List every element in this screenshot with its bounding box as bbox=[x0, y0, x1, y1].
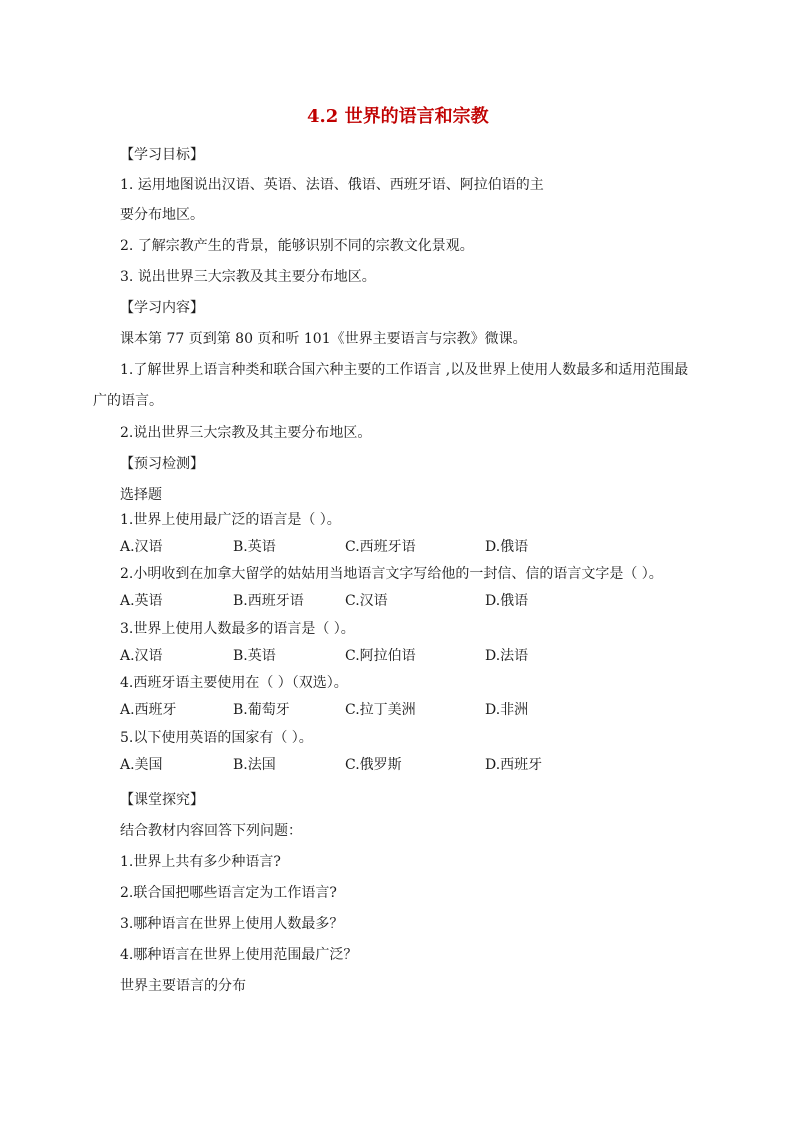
question-3: 3.世界上使用人数最多的语言是（ ）。 bbox=[120, 621, 355, 637]
question-1: 1.世界上使用最广泛的语言是（ ）。 bbox=[120, 512, 341, 528]
question-5-option-a: A.美国 bbox=[120, 757, 163, 773]
objective-1-line2: 要分布地区。 bbox=[120, 207, 204, 223]
question-4-option-c: C.拉丁美洲 bbox=[345, 702, 416, 718]
question-2-option-d: D.俄语 bbox=[485, 593, 529, 609]
question-2: 2.小明收到在加拿大留学的姑姑用当地语言文字写给他的一封信、信的语言文字是（ ）。 bbox=[120, 566, 663, 582]
question-2-option-c: C.汉语 bbox=[345, 593, 388, 609]
question-4-option-b: B.葡萄牙 bbox=[233, 702, 290, 718]
question-3-option-c: C.阿拉伯语 bbox=[345, 648, 416, 664]
question-5: 5.以下使用英语的国家有（ ）。 bbox=[120, 730, 313, 746]
explore-footer: 世界主要语言的分布 bbox=[120, 978, 246, 994]
content-item-1-line2: 广的语言。 bbox=[93, 393, 163, 409]
explore-question-1: 1.世界上共有多少种语言? bbox=[120, 854, 281, 870]
question-3-option-d: D.法语 bbox=[485, 648, 529, 664]
question-3-option-a: A.汉语 bbox=[120, 648, 163, 664]
question-2-option-b: B.西班牙语 bbox=[233, 593, 304, 609]
explore-heading: 【课堂探究】 bbox=[120, 792, 204, 808]
explore-question-2: 2.联合国把哪些语言定为工作语言? bbox=[120, 885, 337, 901]
explore-question-4: 4.哪种语言在世界上使用范围最广泛？ bbox=[120, 947, 358, 963]
preview-subheading: 选择题 bbox=[120, 487, 162, 503]
question-5-option-c: C.俄罗斯 bbox=[345, 757, 402, 773]
content-item-2: 2.说出世界三大宗教及其主要分布地区。 bbox=[120, 425, 372, 441]
content-intro: 课本第 77 页到第 80 页和听 101《世界主要语言与宗教》微课。 bbox=[120, 331, 527, 347]
question-4: 4.西班牙语主要使用在（ ）（双选）。 bbox=[120, 675, 348, 691]
content-heading: 【学习内容】 bbox=[120, 300, 204, 316]
question-1-option-c: C.西班牙语 bbox=[345, 539, 416, 555]
question-1-option-a: A.汉语 bbox=[120, 539, 163, 555]
explore-question-3: 3.哪种语言在世界上使用人数最多？ bbox=[120, 916, 344, 932]
objectives-heading: 【学习目标】 bbox=[120, 147, 204, 163]
question-5-option-d: D.西班牙 bbox=[485, 757, 543, 773]
question-5-option-b: B.法国 bbox=[233, 757, 276, 773]
content-item-1-line1: 1.了解世界上语言种类和联合国六种主要的工作语言 ,以及世界上使用人数最多和适用范围最 bbox=[120, 362, 689, 378]
question-2-option-a: A.英语 bbox=[120, 593, 163, 609]
objective-3: 3. 说出世界三大宗教及其主要分布地区。 bbox=[120, 269, 376, 285]
objective-1-line1: 1. 运用地图说出汉语、英语、法语、俄语、西班牙语、阿拉伯语的主 bbox=[120, 177, 544, 193]
objective-2: 2. 了解宗教产生的背景，能够识别不同的宗教文化景观。 bbox=[120, 238, 474, 254]
question-4-option-d: D.非洲 bbox=[485, 702, 529, 718]
question-3-option-b: B.英语 bbox=[233, 648, 276, 664]
preview-heading: 【预习检测】 bbox=[120, 456, 204, 472]
explore-prompt: 结合教材内容回答下列问题： bbox=[120, 823, 302, 839]
question-1-option-d: D.俄语 bbox=[485, 539, 529, 555]
question-1-option-b: B.英语 bbox=[233, 539, 276, 555]
page-title: 4.2 世界的语言和宗教 bbox=[307, 106, 489, 127]
question-4-option-a: A.西班牙 bbox=[120, 702, 177, 718]
